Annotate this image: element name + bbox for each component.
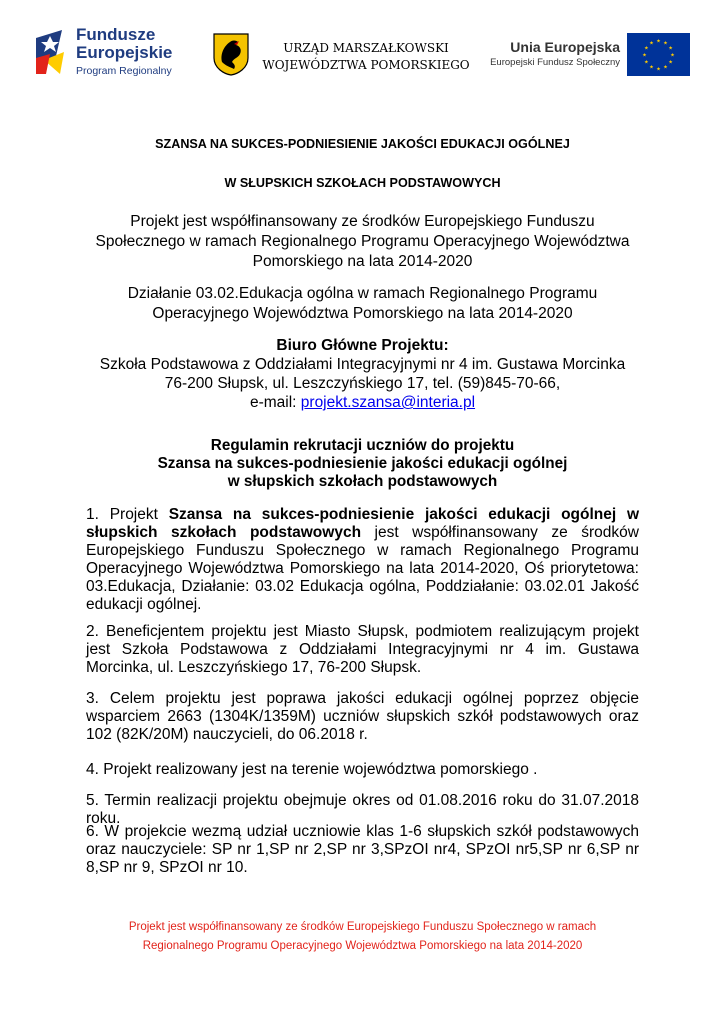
cofinancing-statement: Projekt jest współfinansowany ze środków Europejskiego Funduszu Społecznego w ramach Regionalnego Programu Operacyjnego Województwa Pomorskiego na lata 2014-2020 (95, 213, 630, 270)
fundusze-europejskie-logo (34, 26, 194, 80)
office-address-line2: 76-200 Słupsk, ul. Leszczyńskiego 17, tel. (59)845-70-66, (164, 375, 561, 392)
paragraph-3: 3. Celem projektu jest poprawa jakości edukacji ogólnej poprzez objęcie wsparciem 2663 (1304K/1359M) uczniów słupskich szkół podstawowych oraz 102 (82K/20M) nauczycieli, do 06.2018 r. (86, 690, 639, 743)
svg-text:★: ★ (642, 52, 647, 59)
eu-flag-icon (627, 33, 690, 76)
footer-line2: Regionalnego Programu Operacyjnego Województwa Pomorskiego na lata 2014-2020 (142, 940, 583, 952)
p1-project-name: Szansa na sukces-podniesienie jakości edukacji ogólnej w słupskich szkołach podstawowych (86, 506, 640, 541)
svg-text:★: ★ (644, 59, 649, 66)
regulation-line3: w słupskich szkołach podstawowych (227, 473, 498, 490)
regulation-line2: Szansa na sukces-podniesienie jakości edukacji ogólnej (157, 455, 568, 472)
email-link[interactable]: projekt.szansa@interia.pl (300, 394, 476, 411)
svg-text:★: ★ (649, 40, 654, 47)
email-label: e-mail: (249, 394, 301, 411)
p1-rest: jest współfinansowany ze środków Europejskiego Funduszu Społecznego w ramach Regionalnego Programu Operacyjnego Województwa Pomorskiego na lata 2014-2020, Oś priorytetowa: 03.Edukacja, Działanie: 03.02 Edukacja ogólna, Poddziałanie: 03.02.01 Jakość edukacji ogólnej. (86, 524, 639, 613)
um-line2: WOJEWÓDZTWA POMORSKIEGO (262, 58, 470, 72)
regulation-line1: Regulamin rekrutacji uczniów do projektu (210, 437, 515, 454)
griffin-coat-of-arms-icon (212, 32, 250, 76)
paragraph-2: 2. Beneficjentem projektu jest Miasto Słupsk, podmiotem realizującym projekt jest Szkoła Podstawowa z Oddziałami Integracyjnymi nr 4 im. Gustawa Morcinka, ul. Leszczyńskiego 17, 76-200 Słupsk. (86, 623, 639, 676)
footer-note (86, 918, 639, 956)
paragraph-6: 6. W projekcie wezmą udział uczniowie klas 1-6 słupskich szkół podstawowych oraz nauczyciele: SP nr 1,SP nr 2,SP nr 3,SPzOI nr4, SPzOI nr5,SP nr 6,SP nr 8,SP nr 9, SPzOI nr 10. (86, 823, 639, 876)
urzad-marszalkowski-logo (212, 32, 470, 80)
paragraph-5: 5. Termin realizacji projektu obejmuje okres od 01.08.2016 roku do 31.07.2018 roku. (86, 792, 639, 827)
svg-text:★: ★ (663, 64, 668, 71)
svg-text:★: ★ (670, 52, 675, 59)
ue-subtitle: Europejski Fundusz Społeczny (490, 57, 620, 68)
svg-text:★: ★ (663, 40, 668, 47)
fe-title-line2: Europejskie (76, 43, 173, 62)
fe-subtitle: Program Regionalny (76, 65, 172, 77)
svg-text:★: ★ (668, 45, 673, 52)
regulation-heading (86, 437, 639, 491)
um-line1: URZĄD MARSZAŁKOWSKI (283, 41, 449, 55)
office-email-line (86, 393, 639, 412)
ue-title: Unia Europejska (510, 39, 620, 55)
fe-title-line1: Fundusze (76, 25, 156, 44)
document-title-line1: SZANSA NA SUKCES-PODNIESIENIE JAKOŚCI EDUKACJI OGÓLNEJ (155, 137, 570, 151)
svg-text:★: ★ (656, 38, 661, 45)
paragraph-4: 4. Projekt realizowany jest na terenie województwa pomorskiego . (86, 761, 538, 778)
fe-star-icon (34, 28, 70, 76)
svg-text:★: ★ (644, 45, 649, 52)
project-office (86, 336, 639, 412)
p1-prefix: 1. Projekt (86, 506, 169, 523)
action-statement: Działanie 03.02.Edukacja ogólna w ramach Regionalnego Programu Operacyjnego Województwa Pomorskiego na lata 2014-2020 (127, 285, 598, 322)
document-title-line2: W SŁUPSKICH SZKOŁACH PODSTAWOWYCH (224, 176, 501, 190)
office-address-line1: Szkoła Podstawowa z Oddziałami Integracyjnymi nr 4 im. Gustawa Morcinka (99, 356, 626, 373)
svg-text:★: ★ (649, 64, 654, 71)
paragraph-1 (86, 506, 639, 614)
office-heading: Biuro Główne Projektu: (276, 337, 449, 354)
svg-text:★: ★ (656, 66, 661, 73)
footer-line1: Projekt jest współfinansowany ze środków Europejskiego Funduszu Społecznego w ramach (128, 921, 597, 933)
svg-text:★: ★ (668, 59, 673, 66)
